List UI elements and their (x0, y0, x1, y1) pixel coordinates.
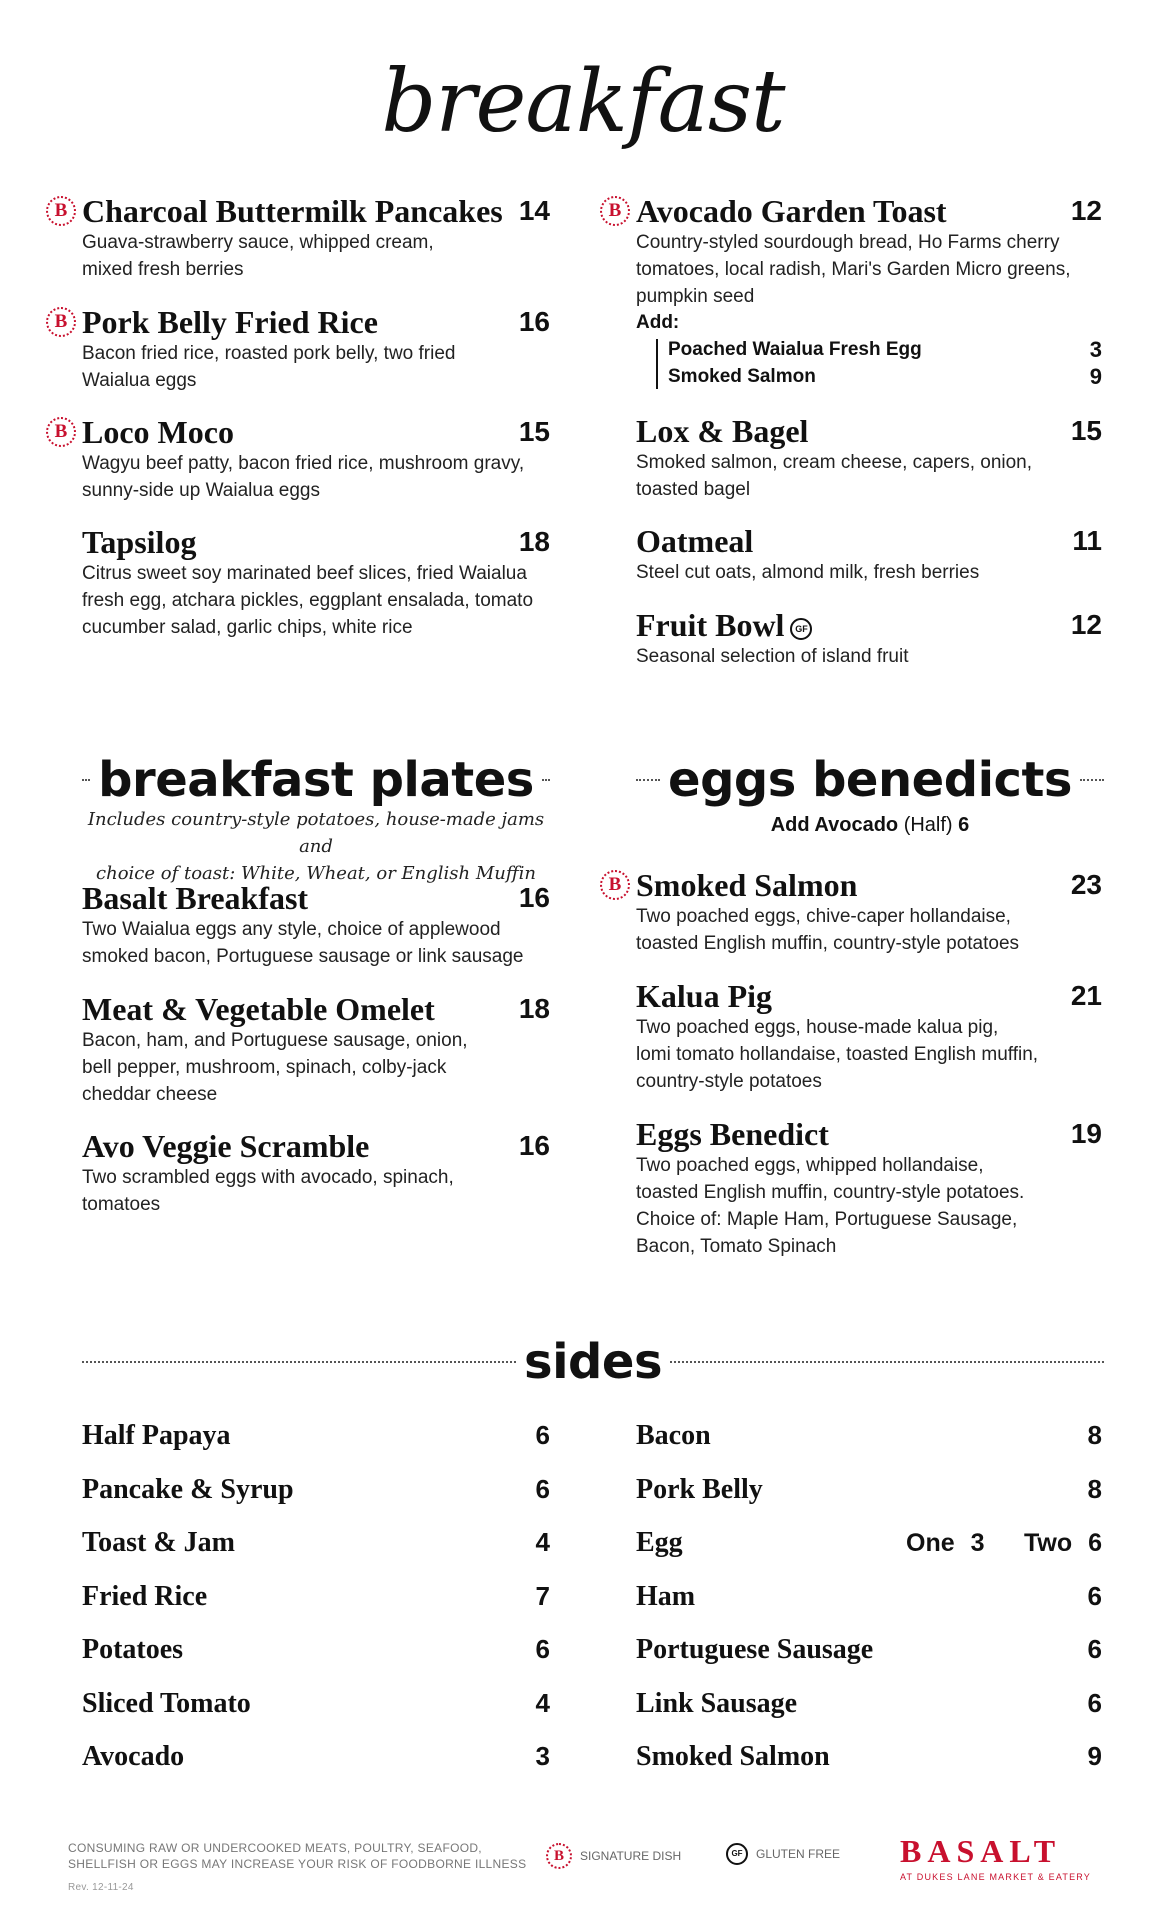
side-item-price: 6 (535, 1634, 550, 1664)
menu-item-description: Choice of: Maple Ham, Portuguese Sausage, (636, 1209, 1018, 1230)
menu-item-price: 18 (518, 526, 550, 557)
menu-item (54, 414, 550, 504)
signature-dish-icon: B (600, 870, 630, 900)
side-item-name: Link Sausage (636, 1687, 798, 1719)
menu-item-description: Smoked salmon, cream cheese, capers, onion, (636, 452, 1033, 473)
menu-item-description: toasted bagel (636, 479, 751, 500)
menu-item-description: lomi tomato hollandaise, toasted English muffin, (636, 1044, 1039, 1065)
menu-item-name (636, 978, 1102, 1014)
side-item-name: Avocado (82, 1741, 185, 1772)
add-ons-label: Add: (636, 312, 680, 333)
side-item-name: Smoked Salmon (636, 1741, 830, 1772)
side-item (82, 1634, 550, 1666)
side-item-name: Toast & Jam (82, 1527, 235, 1558)
warning-line: CONSUMING RAW OR UNDERCOOKED MEATS, POULTRY, SEAFOOD, (68, 1841, 482, 1855)
menu-item-name-text: Charcoal Buttermilk Pancakes (82, 193, 503, 229)
egg-one-label: One (906, 1529, 955, 1557)
side-item-price: 4 (535, 1687, 550, 1718)
menu-item-name-text: Loco Moco (82, 414, 234, 450)
menu-item-price: 16 (518, 306, 550, 337)
side-egg-two (1024, 1529, 1102, 1558)
menu-item-description: Steel cut oats, almond milk, fresh berries (636, 562, 980, 583)
menu-item-name (82, 414, 550, 450)
gluten-free-label: GLUTEN FREE (756, 1847, 841, 1861)
add-ons-bar (656, 339, 658, 389)
side-item-price: 6 (535, 1473, 550, 1504)
side-item-name: Bacon (636, 1420, 711, 1451)
sides-title: sides (524, 1334, 663, 1390)
signature-dish-icon: B (46, 307, 76, 337)
menu-item-description: Two scrambled eggs with avocado, spinach, (82, 1167, 454, 1188)
side-item-price: 8 (1087, 1473, 1102, 1504)
menu-item-price: 19 (1070, 1118, 1102, 1149)
side-item (82, 1688, 550, 1720)
plates-note-line: choice of toast: White, Wheat, or English Muffin (96, 863, 536, 884)
menu-item-description: Seasonal selection of island fruit (636, 646, 909, 667)
menu-item (82, 524, 550, 641)
add-on-name: Smoked Salmon (668, 366, 816, 387)
menu-item-description: toasted English muffin, country-style potatoes (636, 933, 1020, 954)
menu-item-name-text: Kalua Pig (636, 978, 773, 1014)
signature-dish-label: SIGNATURE DISH (580, 1849, 682, 1863)
menu-item-name-text: Basalt Breakfast (82, 880, 309, 916)
side-item-name: Egg (636, 1527, 683, 1558)
menu-item-description: Bacon fried rice, roasted pork belly, two fried (82, 343, 456, 364)
menu-item-name (82, 1128, 550, 1164)
sides-heading (82, 1334, 1104, 1390)
menu-item-name (636, 523, 1102, 559)
egg-two-label: Two (1023, 1529, 1073, 1557)
menu-item-description: Wagyu beef patty, bacon fried rice, mushroom gravy, (82, 453, 525, 474)
menu-item-price: 12 (1070, 609, 1102, 640)
menu-item-name-text: Tapsilog (82, 524, 197, 560)
divider-dots (542, 779, 550, 781)
side-item-name: Portuguese Sausage (636, 1634, 874, 1665)
menu-item-price: 16 (518, 882, 550, 913)
gluten-free-legend (726, 1843, 840, 1865)
menu-item (82, 1128, 550, 1218)
side-item (82, 1420, 550, 1452)
divider-dots (82, 1361, 516, 1363)
add-avocado-half: (Half) (903, 814, 953, 836)
menu-item-name-text: Eggs Benedict (636, 1116, 829, 1152)
menu-item-name (82, 880, 550, 916)
side-item (82, 1581, 550, 1613)
menu-item-description: Guava-strawberry sauce, whipped cream, (82, 232, 434, 253)
menu-item-name (82, 991, 550, 1027)
menu-item-name-text: Meat & Vegetable Omelet (82, 991, 435, 1027)
side-item-name: Half Papaya (82, 1420, 231, 1451)
menu-item (636, 978, 1102, 1095)
menu-item-price: 11 (1072, 525, 1102, 556)
side-item-price: 6 (1087, 1634, 1102, 1664)
plates-note-line: Includes country-style potatoes, house-made jams and (87, 809, 545, 857)
basalt-logo-subtitle: AT DUKES LANE MARKET & EATERY (900, 1872, 1092, 1882)
signature-dish-icon: B (46, 196, 76, 226)
add-on-price: 9 (1089, 364, 1102, 389)
basalt-logo: BASALT (900, 1833, 1062, 1869)
menu-item-description: smoked bacon, Portuguese sausage or link sausage (82, 946, 524, 967)
menu-item-name-text: Fruit Bowl (636, 607, 785, 643)
divider-dots (636, 779, 660, 781)
menu-item-price: 15 (1070, 415, 1102, 446)
menu-item-price: 12 (1070, 195, 1102, 226)
menu-item (636, 523, 1102, 586)
menu-item-description: pumpkin seed (636, 286, 755, 307)
side-item-price: 6 (1087, 1580, 1102, 1611)
menu-item-description: tomatoes (82, 1194, 161, 1215)
menu-item-name-text: Oatmeal (636, 523, 754, 559)
side-item-price: 7 (535, 1580, 550, 1611)
menu-item-description: cheddar cheese (82, 1084, 218, 1105)
menu-item-description: Two poached eggs, chive-caper hollandaise, (636, 906, 1011, 927)
menu-item-name (636, 867, 1102, 903)
menu-item-description: mixed fresh berries (82, 259, 244, 280)
plates-note (82, 806, 550, 887)
menu-item-price: 14 (518, 195, 550, 226)
menu-item-price: 23 (1070, 869, 1102, 900)
side-item-price: 8 (1087, 1420, 1102, 1450)
menu-item (82, 880, 550, 970)
menu-item-description: Two poached eggs, whipped hollandaise, (636, 1155, 984, 1176)
menu-item-description: toasted English muffin, country-style potatoes. (636, 1182, 1025, 1203)
side-item-name: Potatoes (82, 1634, 184, 1665)
menu-item-description: Waialua eggs (82, 370, 197, 391)
menu-item-description: tomatoes, local radish, Mari's Garden Micro greens, (636, 259, 1071, 280)
menu-item-description: Bacon, Tomato Spinach (636, 1236, 837, 1257)
menu-item-description: sunny-side up Waialua eggs (82, 480, 320, 501)
gluten-free-icon: GF (726, 1843, 748, 1865)
signature-legend (546, 1843, 681, 1869)
divider-dots (82, 779, 90, 781)
side-item-price: 4 (535, 1527, 550, 1557)
divider-dots (670, 1361, 1104, 1363)
add-avocado-price: 6 (958, 814, 970, 836)
side-item (82, 1474, 550, 1506)
side-item (636, 1741, 1102, 1773)
menu-item (636, 413, 1102, 503)
add-on-price: 3 (1089, 337, 1102, 362)
menu-item-name (82, 304, 550, 340)
menu-item-name (636, 193, 1102, 229)
signature-dish-icon: B (546, 1843, 572, 1869)
divider-dots (1080, 779, 1104, 781)
gluten-free-icon: GF (790, 618, 812, 640)
menu-item-name-text: Smoked Salmon (636, 867, 858, 903)
side-item-price: 6 (1087, 1687, 1102, 1718)
side-item-name: Sliced Tomato (82, 1687, 251, 1719)
breakfast-plates-title: breakfast plates (98, 752, 534, 808)
menu-item-name-text: Avo Veggie Scramble (82, 1128, 370, 1164)
menu-item (82, 991, 550, 1108)
side-item-name: Fried Rice (82, 1580, 208, 1612)
menu-item-description: Citrus sweet soy marinated beef slices, fried Waialua (82, 563, 527, 584)
menu-item (608, 867, 1102, 957)
revision-date: Rev. 12-11-24 (68, 1882, 134, 1893)
side-item (636, 1688, 1102, 1720)
menu-item-description: Two poached eggs, house-made kalua pig, (636, 1017, 999, 1038)
side-item-name: Pork Belly (636, 1473, 763, 1505)
signature-dish-icon: B (600, 196, 630, 226)
menu-item-name-text: Lox & Bagel (636, 413, 809, 449)
menu-item-description: bell pepper, mushroom, spinach, colby-jack (82, 1057, 447, 1078)
side-item (636, 1581, 1102, 1613)
side-item-price: 9 (1087, 1741, 1102, 1771)
menu-item-name-text: Avocado Garden Toast (636, 193, 947, 229)
menu-item-price: 18 (518, 993, 550, 1024)
raw-food-warning (68, 1840, 526, 1872)
menu-item-description: country-style potatoes (636, 1071, 822, 1092)
menu-item-description: fresh egg, atchara pickles, eggplant ensalada, tomato (82, 590, 534, 611)
egg-two-price: 6 (1088, 1529, 1102, 1557)
side-item-price: 6 (535, 1420, 550, 1450)
side-item (82, 1527, 550, 1559)
side-item (82, 1741, 550, 1773)
menu-item (54, 193, 550, 283)
menu-item-name (636, 1116, 1102, 1152)
menu-item (608, 193, 1102, 310)
breakfast-plates-heading (82, 752, 550, 808)
menu-item-name-text: Pork Belly Fried Rice (82, 304, 378, 340)
menu-item-name (82, 193, 550, 229)
eggs-benedicts-heading (636, 752, 1104, 808)
menu-item-name (636, 413, 1102, 449)
add-on-name: Poached Waialua Fresh Egg (668, 339, 922, 360)
menu-item-description: Two Waialua eggs any style, choice of applewood (82, 919, 501, 940)
menu-item-name (82, 524, 550, 560)
menu-item-price: 15 (518, 416, 550, 447)
egg-one-price: 3 (970, 1529, 985, 1557)
menu-title: breakfast (381, 52, 785, 152)
menu-item-description: Country-styled sourdough bread, Ho Farms cherry (636, 232, 1060, 253)
add-avocado-label: Add Avocado (770, 814, 899, 836)
side-item (636, 1634, 1102, 1666)
side-egg-one (906, 1529, 985, 1558)
menu-item-description: Bacon, ham, and Portuguese sausage, onion, (82, 1030, 468, 1051)
side-item (636, 1420, 1102, 1452)
menu-item-price: 16 (518, 1130, 550, 1161)
side-item-name: Ham (636, 1580, 696, 1612)
add-on-option (668, 363, 1102, 390)
add-on-option (668, 336, 1102, 363)
side-item (636, 1527, 1102, 1559)
signature-dish-icon: B (46, 417, 76, 447)
menu-item-name (636, 607, 1102, 643)
side-item-name: Pancake & Syrup (82, 1473, 294, 1505)
warning-line: SHELLFISH OR EGGS MAY INCREASE YOUR RISK OF FOODBORNE ILLNESS (68, 1857, 527, 1871)
side-item (636, 1474, 1102, 1506)
side-item-price: 3 (535, 1741, 550, 1771)
menu-item (636, 1116, 1102, 1260)
menu-item (636, 607, 1102, 670)
menu-item-price: 21 (1070, 980, 1102, 1011)
benedicts-add-avocado (636, 814, 1104, 837)
menu-item-description: cucumber salad, garlic chips, white rice (82, 617, 413, 638)
menu-item (54, 304, 550, 394)
eggs-benedicts-title: eggs benedicts (668, 752, 1072, 808)
